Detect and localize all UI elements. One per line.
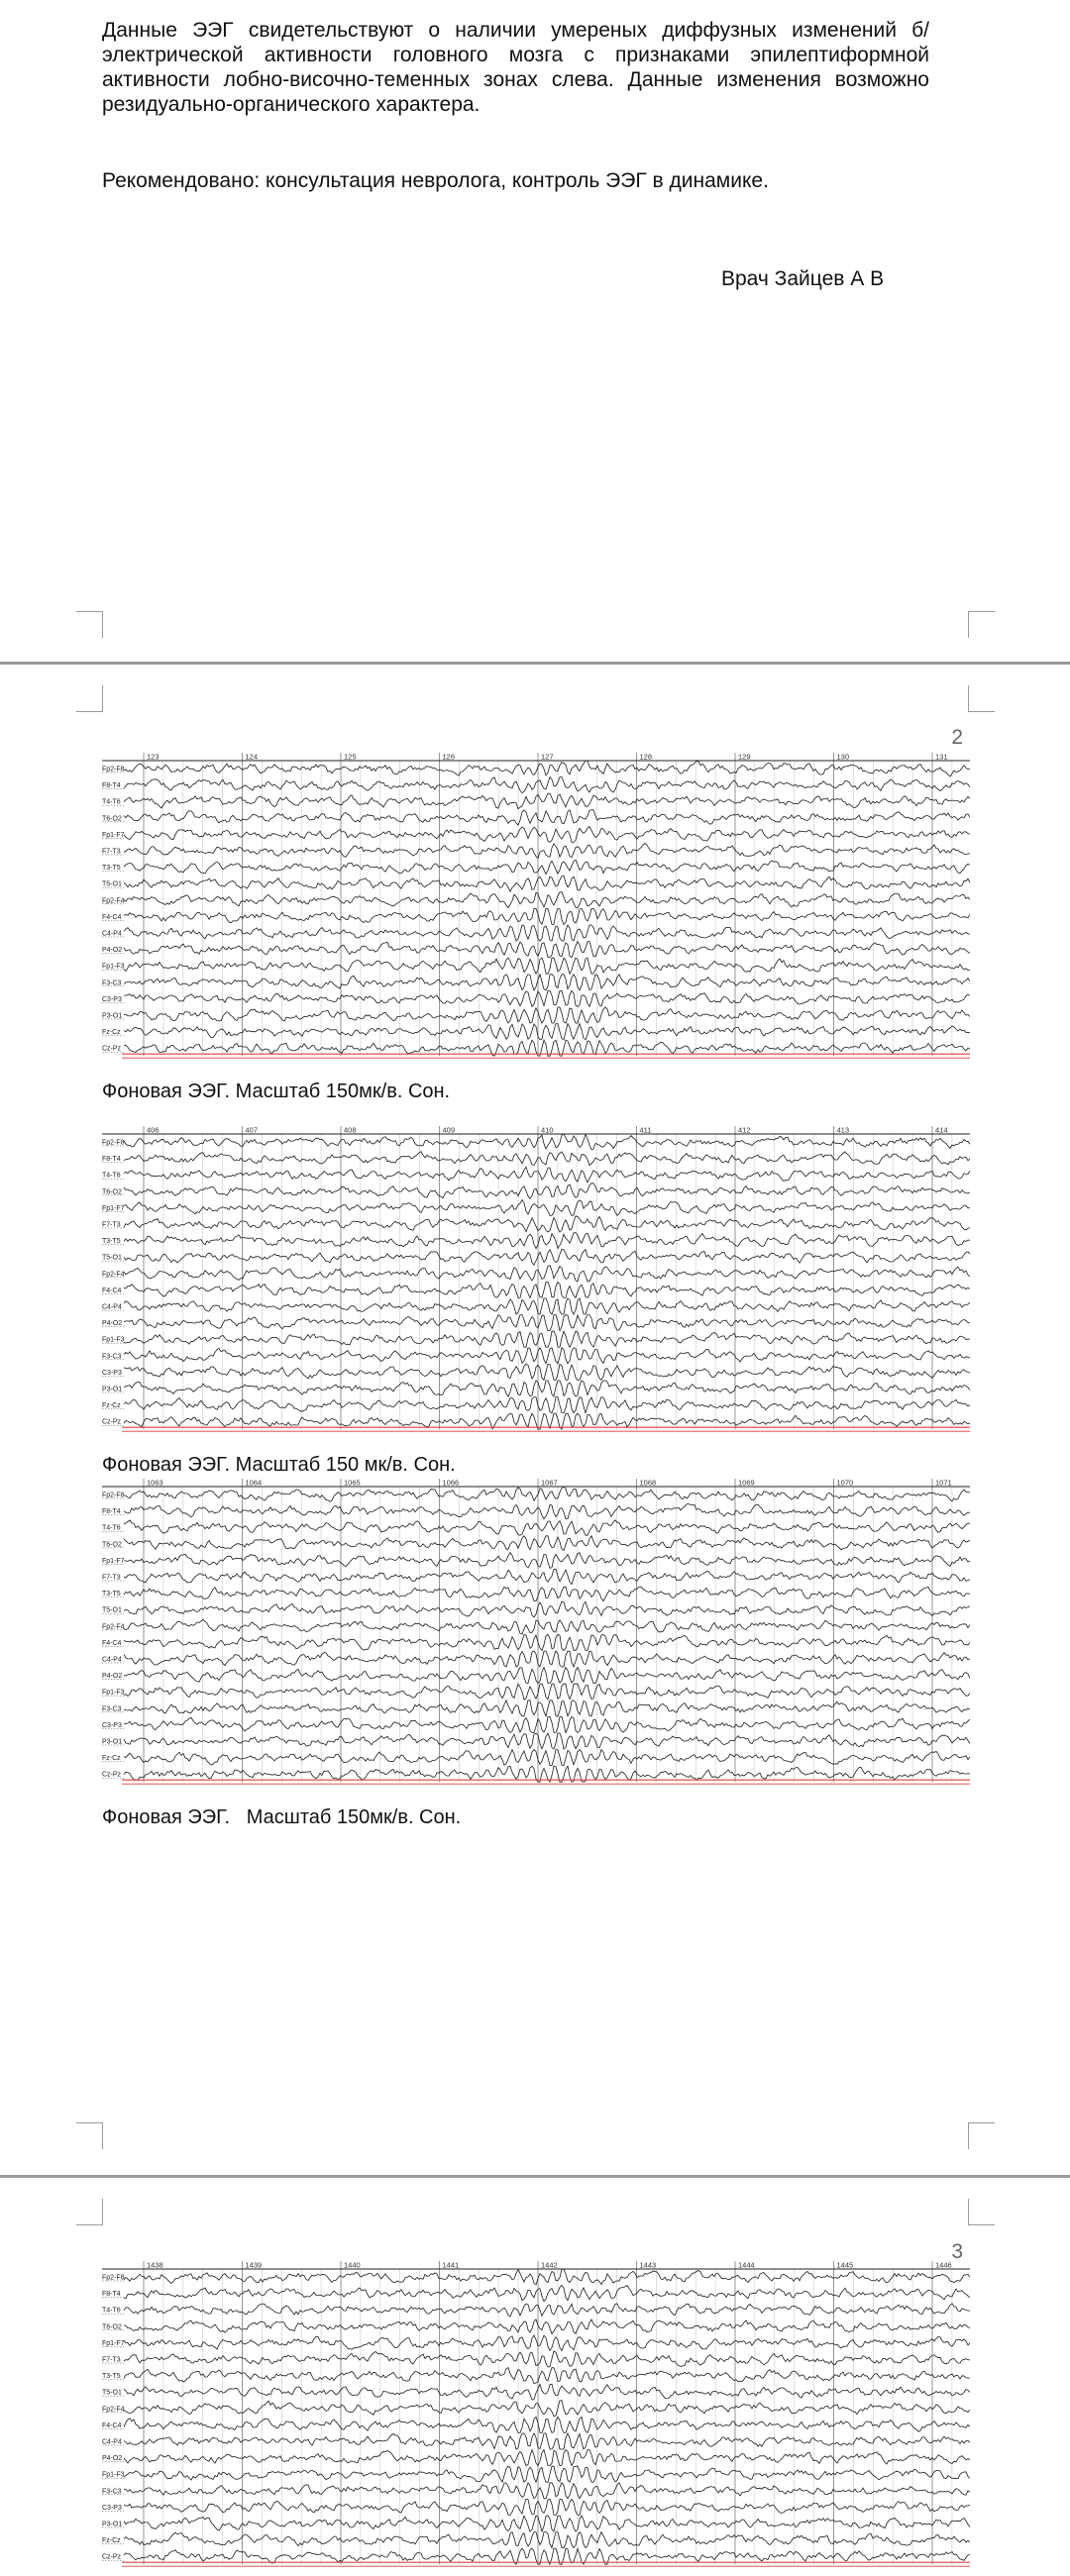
channel-label: Fp1-F7 [102,1204,125,1212]
eeg-trace [124,2401,970,2417]
channel-label: Fp1-F7 [102,2339,125,2347]
time-tick-label: 1442 [541,2261,558,2270]
eeg-trace [124,2384,970,2400]
time-tick-label: 1444 [738,2261,755,2270]
channel-label: T5-O1 [102,880,122,888]
time-tick-label: 1438 [147,2261,163,2270]
channel-label: Fp1-F3 [102,1336,125,1344]
eeg-recording-1 [102,753,970,1068]
eeg-trace [124,2417,970,2432]
recommendation-text: Рекомендовано: консультация невролога, контроль ЭЭГ в динамике. [102,169,769,192]
channel-label: T3-T5 [102,1591,121,1598]
eeg-trace [124,1152,970,1166]
eeg-caption-3: Фоновая ЭЭГ. Масштаб 150мк/в. Сон. [102,1806,462,1828]
channel-label: T4-T6 [102,1524,121,1532]
time-tick-label: 1068 [639,1479,657,1488]
page-number: 3 [951,2240,963,2263]
time-tick-label: 410 [541,1126,554,1135]
eeg-trace [124,990,970,1006]
channel-label: Fp1-F7 [102,1557,125,1565]
eeg-trace [124,908,970,924]
page-corner-mark [76,2199,103,2225]
channel-label: F7-T3 [102,848,121,856]
eeg-trace [124,1487,970,1501]
doctor-signature: Врач Зайцев А В [721,267,885,290]
eeg-trace [124,777,970,793]
channel-label: Fp2-F8 [102,1492,125,1499]
channel-label: P4-O2 [102,947,123,955]
channel-label: Fp2-F4 [102,1623,125,1631]
channel-label: Fp1-F7 [102,831,125,839]
eeg-trace [124,1700,970,1716]
eeg-trace [124,2368,970,2384]
channel-label: F8-T4 [102,782,121,790]
eeg-trace [124,2304,970,2317]
eeg-trace [124,1331,970,1347]
eeg-trace [124,2286,970,2302]
page-corner-mark [968,2199,995,2225]
report-page-3 [0,2178,1070,2561]
eeg-trace [124,1397,970,1413]
time-tick-label: 128 [639,753,653,762]
eeg-trace [124,1587,970,1601]
channel-label: F4-C4 [102,1287,122,1294]
channel-label: C4-P4 [102,930,122,938]
eeg-trace [124,793,970,809]
channel-label: Fp2-F8 [102,2274,125,2282]
channel-label: T4-T6 [102,2307,121,2315]
channel-label: F7-T3 [102,2356,121,2364]
channel-label: Fp1-F3 [102,963,125,971]
eeg-trace [124,860,970,874]
eeg-conclusion-text: Данные ЭЭГ свидетельствуют о наличии умереных диффузных изменений б/электрической активности головного мозга с признаками эпилептиформной активности лобно-височно-теменных зонах слева. Данные изменения возможно резидуально-органического характера. [102,19,929,116]
channel-label: Cz-Pz [102,1418,122,1426]
channel-label: F3-C3 [102,1353,122,1361]
time-tick-label: 126 [442,753,456,762]
channel-label: Cz-Pz [102,1045,122,1053]
report-page-1 [0,0,1070,662]
channel-label: P4-O2 [102,1320,123,1328]
time-tick-label: 1069 [738,1479,755,1488]
eeg-caption-1: Фоновая ЭЭГ. Масштаб 150мк/в. Сон. [102,1081,451,1102]
time-tick-label: 409 [442,1126,456,1135]
time-tick-label: 414 [935,1126,948,1135]
eeg-trace [124,1619,970,1634]
eeg-trace [124,975,970,990]
channel-label: P3-O1 [102,1386,123,1393]
eeg-trace [124,1601,970,1617]
eeg-trace [124,1168,970,1184]
eeg-trace [124,1750,970,1766]
channel-label: Fz-Cz [102,1402,121,1410]
eeg-trace [124,1199,970,1215]
eeg-trace [124,2516,970,2531]
eeg-trace [124,1536,970,1551]
eeg-trace [124,958,970,974]
time-tick-label: 411 [639,1126,652,1135]
channel-label: F7-T3 [102,1574,121,1582]
channel-label: T6-O2 [102,2323,122,2331]
channel-label: Fp2-F4 [102,2406,125,2414]
eeg-trace [124,2269,970,2285]
channel-label: T5-O1 [102,1606,122,1614]
channel-label: F8-T4 [102,2291,121,2299]
channel-label: P4-O2 [102,2455,123,2463]
page-corner-mark [76,685,103,712]
channel-label: T6-O2 [102,1188,122,1196]
channel-label: Fz-Cz [102,1755,121,1763]
channel-label: F7-T3 [102,1221,121,1229]
channel-label: F3-C3 [102,1705,122,1713]
eeg-trace [124,1348,970,1364]
eeg-trace [124,1184,970,1199]
channel-label: C3-P3 [102,1369,122,1377]
eeg-trace [124,2319,970,2334]
channel-label: T3-T5 [102,1238,121,1246]
eeg-trace [124,1569,970,1584]
time-tick-label: 1070 [836,1479,854,1488]
time-tick-label: 130 [836,753,850,762]
eeg-trace [124,1634,970,1650]
page-number: 2 [951,726,963,749]
eeg-trace [124,2433,970,2449]
eeg-trace [124,844,970,859]
time-tick-label: 408 [344,1126,357,1135]
time-tick-label: 131 [935,753,948,762]
eeg-trace [124,1007,970,1023]
time-tick-label: 1443 [639,2261,657,2270]
eeg-recording-3 [102,1479,970,1794]
time-tick-label: 1446 [935,2261,952,2270]
channel-label: F8-T4 [102,1508,121,1516]
eeg-trace [124,1668,970,1684]
page-corner-mark [76,2122,103,2149]
channel-label: T4-T6 [102,1172,121,1180]
time-tick-label: 1445 [836,2261,854,2270]
eeg-trace [124,892,970,908]
eeg-trace [124,1503,970,1518]
eeg-recording-2 [102,1126,970,1441]
eeg-trace [124,1315,970,1331]
channel-label: F4-C4 [102,913,122,921]
time-tick-label: 1439 [245,2261,263,2270]
eeg-trace [124,1249,970,1265]
time-tick-label: 125 [344,753,357,762]
eeg-trace [124,1266,970,1282]
channel-label: P3-O1 [102,2521,123,2528]
channel-label: F4-C4 [102,1639,122,1647]
eeg-trace [124,2499,970,2515]
eeg-trace [124,942,970,958]
channel-label: Cz-Pz [102,1771,122,1779]
channel-label: C4-P4 [102,1303,122,1311]
channel-label: Fp2-F8 [102,1139,125,1147]
channel-label: Fz-Cz [102,2537,121,2545]
channel-label: T5-O1 [102,1254,122,1262]
eeg-trace [124,810,970,825]
channel-label: C3-P3 [102,1721,122,1729]
channel-label: T3-T5 [102,2373,121,2381]
channel-label: Fp1-F3 [102,2471,125,2479]
channel-label: T6-O2 [102,815,122,823]
channel-label: F3-C3 [102,2488,122,2496]
eeg-trace [124,1381,970,1396]
channel-label: T3-T5 [102,865,121,873]
time-tick-label: 1440 [344,2261,361,2270]
eeg-trace [124,1216,970,1232]
eeg-trace [124,1282,970,1297]
time-tick-label: 123 [147,753,160,762]
channel-label: C4-P4 [102,1656,122,1664]
time-tick-label: 1063 [147,1479,163,1488]
eeg-trace [124,1684,970,1700]
channel-label: Cz-Pz [102,2553,122,2561]
channel-label: Fp2-F4 [102,1271,125,1279]
eeg-trace [124,1233,970,1249]
page-corner-mark [968,611,995,638]
channel-label: C3-P3 [102,995,122,1003]
eeg-trace [124,2335,970,2350]
page-corner-mark [968,2122,995,2149]
eeg-trace [124,925,970,941]
time-tick-label: 1071 [935,1479,952,1488]
time-tick-label: 1066 [442,1479,460,1488]
channel-label: C3-P3 [102,2504,122,2512]
time-tick-label: 406 [147,1126,160,1135]
channel-label: F3-C3 [102,979,122,987]
channel-label: P3-O1 [102,1012,123,1020]
time-tick-label: 1441 [442,2261,460,2270]
eeg-trace [124,1520,970,1535]
channel-label: F8-T4 [102,1156,121,1164]
time-tick-label: 413 [836,1126,850,1135]
channel-label: F4-C4 [102,2421,122,2429]
eeg-trace [124,2466,970,2482]
time-tick-label: 1065 [344,1479,361,1488]
eeg-recording-4 [102,2261,970,2576]
channel-label: Fz-Cz [102,1029,121,1037]
channel-label: Fp2-F8 [102,766,125,773]
eeg-trace [124,876,970,891]
channel-label: T6-O2 [102,1541,122,1549]
channel-label: P4-O2 [102,1673,123,1681]
eeg-trace [124,1733,970,1749]
eeg-trace [124,2351,970,2367]
time-tick-label: 407 [245,1126,259,1135]
channel-label: Fp1-F3 [102,1689,125,1697]
channel-label: T5-O1 [102,2389,122,2397]
time-tick-label: 127 [541,753,554,762]
time-tick-label: 129 [738,753,751,762]
time-tick-label: 412 [738,1126,751,1135]
channel-label: C4-P4 [102,2438,122,2446]
eeg-trace [124,1716,970,1732]
report-page-2 [0,665,1070,2175]
page-corner-mark [76,611,103,638]
eeg-trace [124,2483,970,2499]
time-tick-label: 124 [245,753,259,762]
eeg-trace [124,826,970,842]
channel-label: P3-O1 [102,1738,123,1746]
eeg-trace [124,1364,970,1380]
eeg-trace [124,1553,970,1569]
eeg-trace [124,1651,970,1667]
eeg-trace [124,2532,970,2548]
time-tick-label: 1064 [245,1479,263,1488]
eeg-trace [124,1024,970,1040]
channel-label: Fp2-F4 [102,897,125,905]
time-tick-label: 1067 [541,1479,558,1488]
eeg-trace [124,761,970,776]
eeg-caption-2: Фоновая ЭЭГ. Масштаб 150 мк/в. Сон. [102,1454,456,1476]
page-corner-mark [968,685,995,712]
eeg-trace [124,1298,970,1314]
eeg-trace [124,1134,970,1150]
eeg-trace [124,2450,970,2466]
channel-label: T4-T6 [102,798,121,806]
